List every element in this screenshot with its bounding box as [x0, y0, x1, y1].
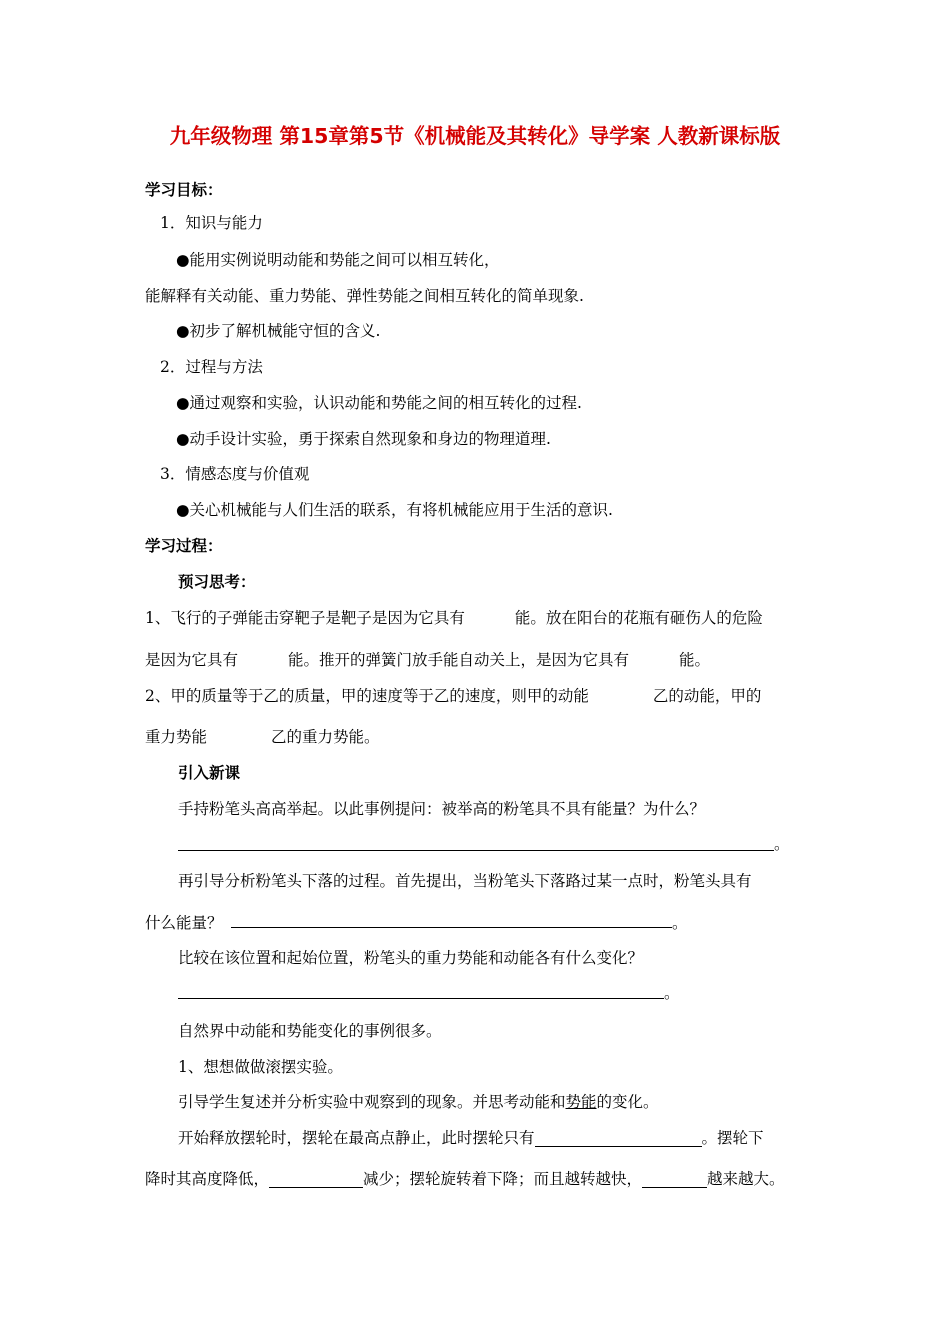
question-2-text-b: 乙的动能，甲的 — [652, 687, 762, 705]
answer-blank-5[interactable] — [269, 1171, 363, 1188]
answer-line-3[interactable] — [178, 998, 664, 999]
intro-paragraph-1: 手持粉笔头高高举起。以此事例提问：被举高的粉笔具不具有能量？为什么？ — [178, 800, 706, 818]
question-1-line-1 — [145, 608, 763, 628]
question-1-text-e: 能。 — [679, 651, 711, 669]
preview-heading: 预习思考： — [178, 573, 256, 591]
intro-paragraph-4: 自然界中动能和势能变化的事例很多。 — [178, 1022, 442, 1040]
answer-line-1[interactable] — [178, 850, 774, 851]
question-2-line-2 — [145, 727, 380, 747]
question-2-text-a: 2、甲的质量等于乙的质量，甲的速度等于乙的速度，则甲的动能 — [145, 687, 589, 705]
intro-paragraph-7-text-b: 。摆轮下 — [701, 1129, 764, 1147]
objective-bullet-3: ●通过观察和实验，认识动能和势能之间的相互转化的过程. — [176, 394, 582, 412]
question-1-blank-3[interactable] — [629, 651, 679, 665]
question-1-text-b: 能。放在阳台的花瓶有砸伤人的危险 — [514, 609, 763, 627]
intro-paragraph-3: 比较在该位置和起始位置，粉笔头的重力势能和动能各有什么变化？ — [178, 949, 644, 967]
objective-section-3: 3．情感态度与价值观 — [160, 465, 310, 483]
question-1-text-c: 是因为它具有 — [145, 651, 239, 669]
question-1-line-2 — [145, 650, 710, 670]
answer-blank-4[interactable] — [535, 1130, 702, 1147]
intro-paragraph-6-text-b: 的变化。 — [596, 1093, 659, 1111]
question-1-blank-1[interactable] — [465, 609, 515, 623]
objective-bullet-1: ●能用实例说明动能和势能之间可以相互转化， — [176, 251, 500, 269]
objective-section-2: 2．过程与方法 — [160, 358, 263, 376]
intro-paragraph-8-text-a: 降时其高度降低， — [145, 1170, 270, 1188]
intro-heading: 引入新课 — [178, 764, 241, 782]
objective-bullet-5: ●关心机械能与人们生活的联系，有将机械能应用于生活的意识. — [176, 501, 613, 519]
intro-paragraph-7 — [178, 1128, 764, 1148]
question-2-text-d: 乙的重力势能。 — [271, 728, 380, 746]
question-2-text-c: 重力势能 — [145, 728, 208, 746]
question-1-text-a: 1、飞行的子弹能击穿靶子是靶子是因为它具有 — [145, 609, 465, 627]
answer-line-2[interactable] — [231, 927, 672, 928]
potential-energy-underlined: 势能 — [565, 1093, 597, 1111]
objective-bullet-2: ●初步了解机械能守恒的含义. — [176, 322, 381, 340]
intro-paragraph-6-text-a: 引导学生复述并分析实验中观察到的现象。并思考动能和 — [178, 1093, 566, 1111]
document-title: 九年级物理 第15章第5节《机械能及其转化》导学案 人教新课标版 — [169, 124, 781, 148]
intro-paragraph-2-cont: 什么能量？ — [145, 914, 223, 932]
question-2-line-1 — [145, 686, 761, 706]
answer-line-3-end: 。 — [664, 984, 680, 1002]
question-2-blank-2[interactable] — [207, 728, 271, 742]
answer-line-2-end: 。 — [672, 914, 688, 932]
experiment-item-1: 1、想想做做滚摆实验。 — [178, 1058, 343, 1076]
answer-blank-6[interactable] — [642, 1171, 707, 1188]
intro-paragraph-6 — [178, 1092, 659, 1112]
objective-bullet-1-continued: 能解释有关动能、重力势能、弹性势能之间相互转化的简单现象. — [145, 287, 584, 305]
process-heading: 学习过程： — [145, 537, 223, 555]
question-1-text-d: 能。推开的弹簧门放手能自动关上，是因为它具有 — [288, 651, 630, 669]
intro-paragraph-8-text-b: 减少；摆轮旋转着下降；而且越转越快， — [363, 1170, 643, 1188]
objective-section-1: 1．知识与能力 — [160, 214, 263, 232]
intro-paragraph-8-text-c: 越来越大。 — [707, 1170, 785, 1188]
question-1-blank-2[interactable] — [238, 651, 288, 665]
objectives-heading: 学习目标： — [145, 181, 223, 199]
intro-paragraph-8 — [145, 1169, 785, 1189]
intro-paragraph-7-text-a: 开始释放摆轮时，摆轮在最高点静止，此时摆轮只有 — [178, 1129, 535, 1147]
objective-bullet-4: ●动手设计实验，勇于探索自然现象和身边的物理道理. — [176, 430, 551, 448]
question-2-blank-1[interactable] — [589, 687, 653, 701]
intro-paragraph-2: 再引导分析粉笔头下落的过程。首先提出，当粉笔头下落路过某一点时，粉笔头具有 — [178, 872, 752, 890]
answer-line-1-end: 。 — [774, 835, 790, 853]
